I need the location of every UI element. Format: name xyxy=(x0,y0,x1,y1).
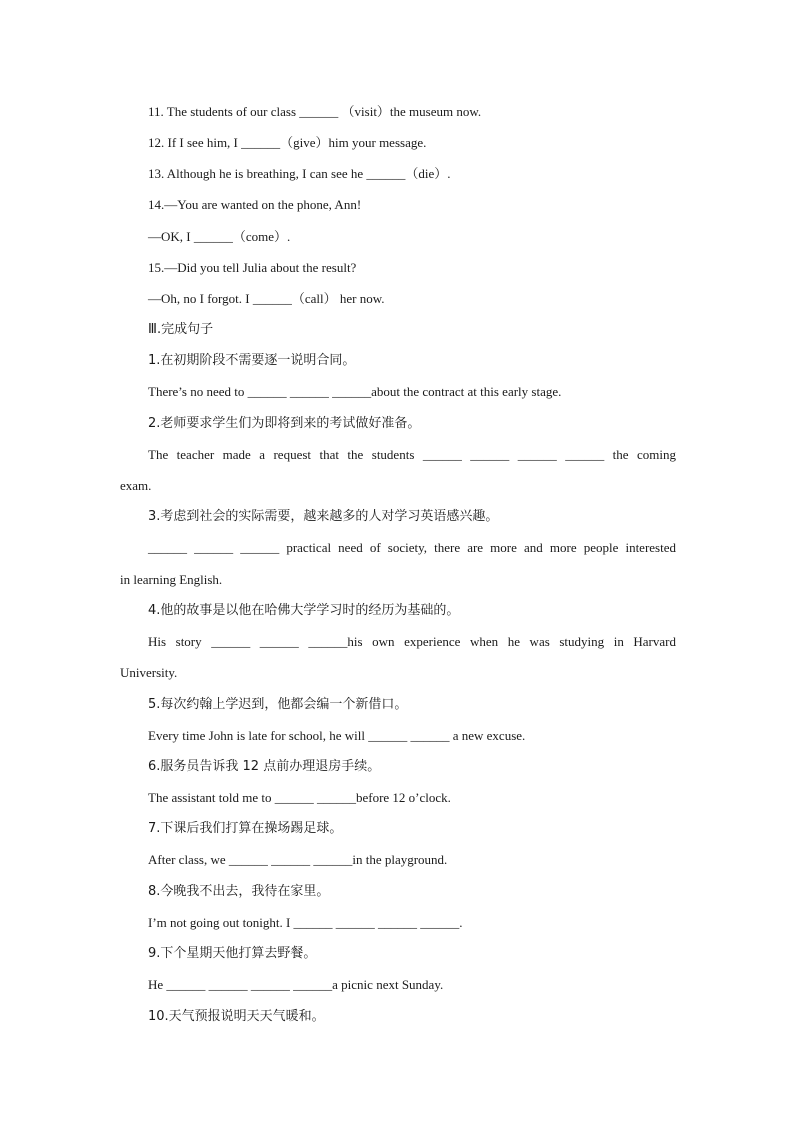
sentence-7-english: After class, we ______ ______ ______in the playground. xyxy=(148,852,448,867)
question-15-prompt: 15.—Did you tell Julia about the result? xyxy=(148,260,357,275)
sentence-5-english: Every time John is late for school, he will ______ ______ a new excuse. xyxy=(148,728,526,743)
sentence-4-english: His story ______ ______ ______his own experience when he was studying in Harvard xyxy=(148,634,676,649)
sentence-5-chinese: 5.每次约翰上学迟到，他都会编一个新借口。 xyxy=(148,697,408,712)
sentence-9-english: He ______ ______ ______ ______a picnic next Sunday. xyxy=(148,977,444,992)
sentence-8-english: I’m not going out tonight. I ______ ______ ______ ______. xyxy=(148,915,463,930)
question-15-answer: —Oh, no I forgot. I ______（call） her now. xyxy=(148,291,385,306)
sentence-9-chinese: 9.下个星期天他打算去野餐。 xyxy=(148,946,317,961)
sentence-6-english: The assistant told me to ______ ______before 12 o’clock. xyxy=(148,790,451,805)
sentence-4-english-cont: University. xyxy=(120,665,178,680)
sentence-2-chinese: 2.老师要求学生们为即将到来的考试做好准备。 xyxy=(148,416,421,431)
question-14-prompt: 14.—You are wanted on the phone, Ann! xyxy=(148,197,362,212)
sentence-1-chinese: 1.在初期阶段不需要逐一说明合同。 xyxy=(148,353,356,368)
sentence-7-chinese: 7.下课后我们打算在操场踢足球。 xyxy=(148,821,343,836)
section-heading: Ⅲ.完成句子 xyxy=(148,322,214,337)
question-13: 13. Although he is breathing, I can see he ______（die）. xyxy=(148,166,451,181)
sentence-3-chinese: 3.考虑到社会的实际需要，越来越多的人对学习英语感兴趣。 xyxy=(148,509,499,524)
question-12: 12. If I see him, I ______（give）him your message. xyxy=(148,135,427,150)
sentence-3-english-cont: in learning English. xyxy=(120,572,223,587)
sentence-2-english: The teacher made a request that the students ______ ______ ______ ______ the coming xyxy=(148,447,676,462)
sentence-6-chinese: 6.服务员告诉我 12 点前办理退房手续。 xyxy=(148,759,381,774)
sentence-1-english: There’s no need to ______ ______ ______about the contract at this early stage. xyxy=(148,384,562,399)
sentence-8-chinese: 8.今晚我不出去，我待在家里。 xyxy=(148,884,330,899)
sentence-10-chinese: 10.天气预报说明天天气暖和。 xyxy=(148,1009,325,1024)
question-14-answer: —OK, I ______（come）. xyxy=(148,229,291,244)
question-11: 11. The students of our class ______ （visit）the museum now. xyxy=(148,104,482,119)
sentence-3-english: ______ ______ ______ practical need of society, there are more and more people interested xyxy=(148,540,676,555)
sentence-2-english-cont: exam. xyxy=(120,478,152,493)
sentence-4-chinese: 4.他的故事是以他在哈佛大学学习时的经历为基础的。 xyxy=(148,603,460,618)
